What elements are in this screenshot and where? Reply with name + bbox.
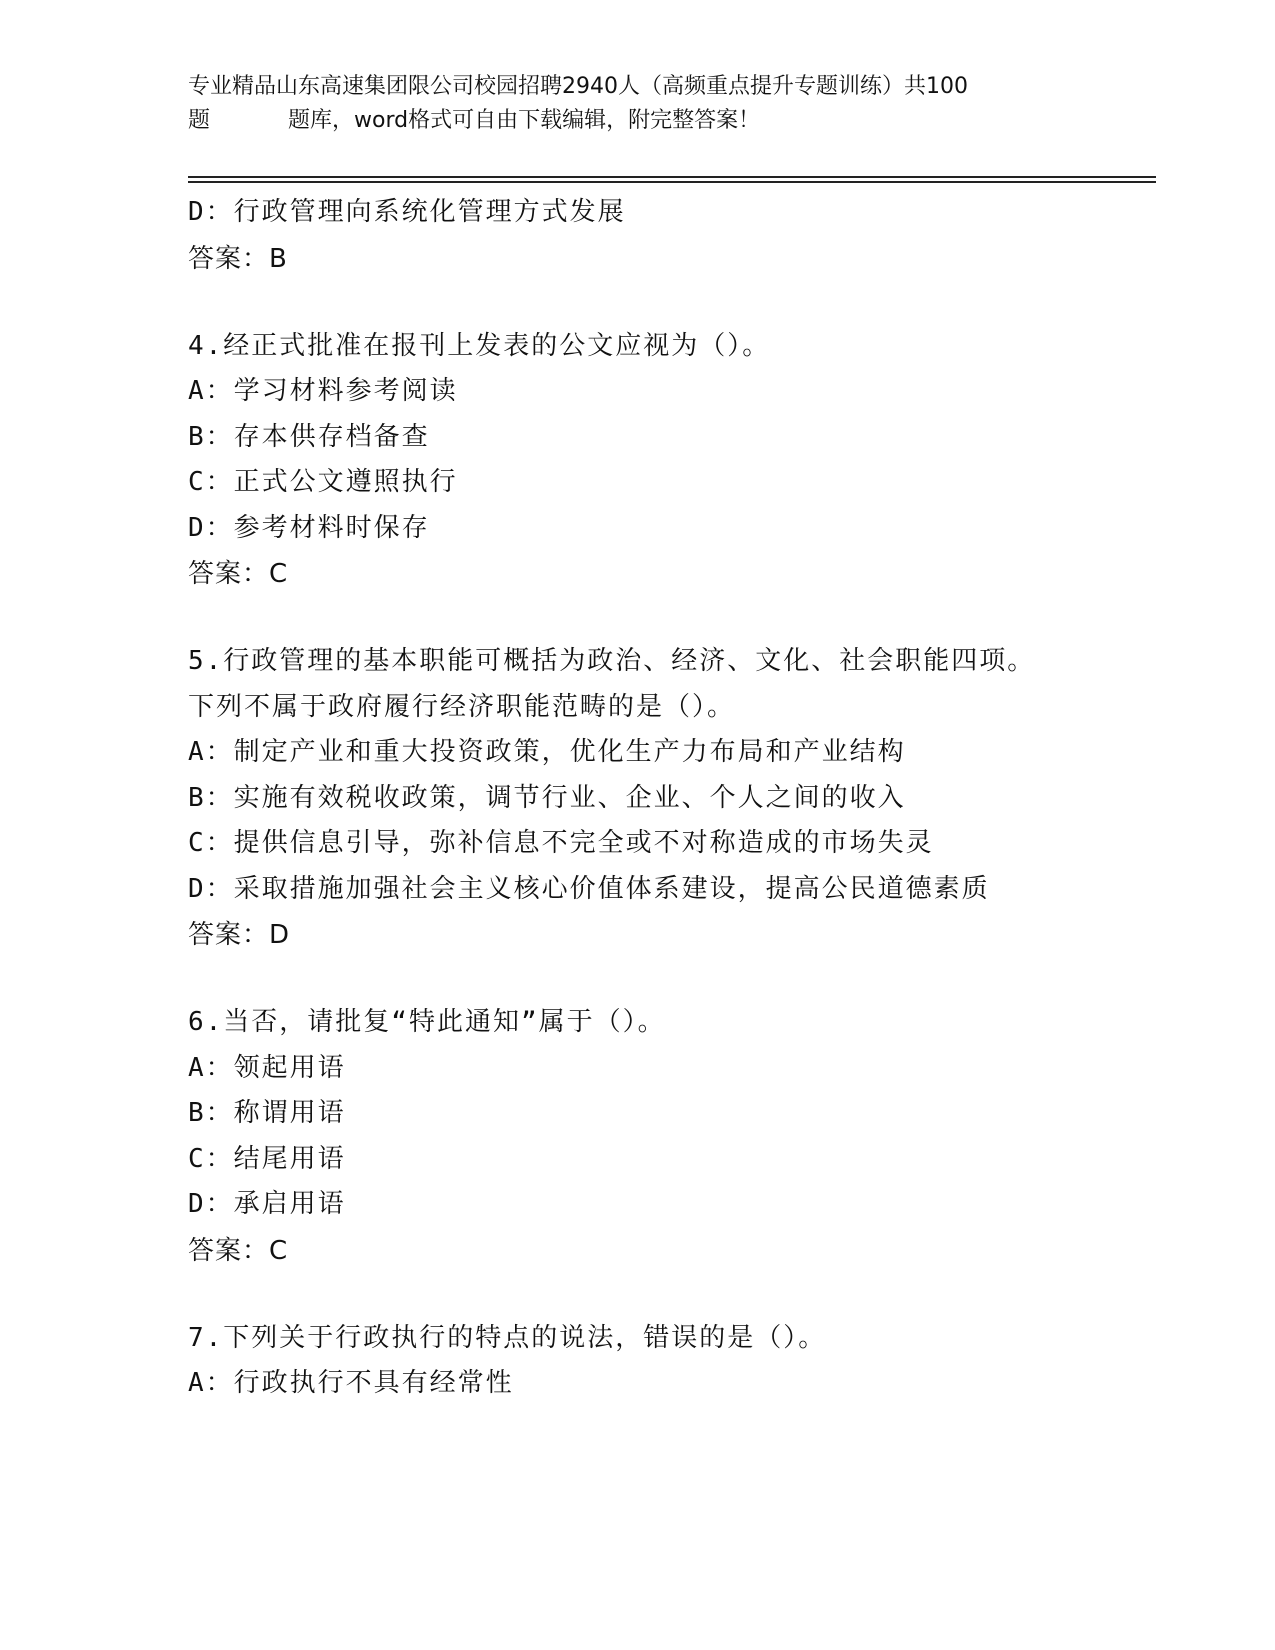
block-gap <box>188 958 1168 1000</box>
question-block <box>188 190 1168 282</box>
header-title-line-1: 专业精品山东高速集团限公司校园招聘2940人（高频重点提升专题训练）共100 <box>188 74 968 99</box>
option-line: A：行政执行不具有经常性 <box>188 1368 514 1398</box>
question-block <box>188 639 1168 958</box>
option-line: D：采取措施加强社会主义核心价值体系建设，提高公民道德素质 <box>188 873 990 904</box>
header-title-line-2 <box>188 104 1088 138</box>
option-line: C：提供信息引导，弥补信息不完全或不对称造成的市场失灵 <box>188 828 934 858</box>
option-line: C：结尾用语 <box>188 1143 346 1174</box>
option-line: A：领起用语 <box>188 1052 346 1083</box>
answer-line: 答案：D <box>188 920 291 950</box>
question-stem: 6.当否，请批复“特此通知”属于（）。 <box>188 1007 666 1037</box>
document-header <box>188 70 1088 138</box>
question-block <box>188 324 1168 598</box>
option-line: D：行政管理向系统化管理方式发展 <box>188 197 626 227</box>
block-gap <box>188 597 1168 639</box>
question-block <box>188 1316 1168 1407</box>
question-stem: 7.下列关于行政执行的特点的说法，错误的是（）。 <box>188 1322 827 1353</box>
header-divider-line-top <box>188 176 1156 178</box>
option-line: D：参考材料时保存 <box>188 512 430 543</box>
question-stem: 4.经正式批准在报刊上发表的公文应视为（）。 <box>188 330 771 361</box>
answer-line: 答案：C <box>188 559 289 589</box>
header-title-line-2-left: 题 <box>188 108 211 133</box>
option-line: D：承启用语 <box>188 1189 346 1219</box>
question-stem: 5.行政管理的基本职能可概括为政治、经济、文化、社会职能四项。 <box>188 646 1036 676</box>
question-block <box>188 1000 1168 1274</box>
option-line: B：称谓用语 <box>188 1098 346 1128</box>
option-line: A：学习材料参考阅读 <box>188 376 458 406</box>
question-content <box>188 190 1168 1407</box>
option-line: B：存本供存档备查 <box>188 421 430 452</box>
header-divider <box>188 176 1156 183</box>
block-gap <box>188 1274 1168 1316</box>
option-line: A：制定产业和重大投资政策，优化生产力布局和产业结构 <box>188 737 906 767</box>
answer-line: 答案：B <box>188 243 288 274</box>
option-line: B：实施有效税收政策，调节行业、企业、个人之间的收入 <box>188 782 906 813</box>
header-title-line-2-right: 题库，word格式可自由下载编辑，附完整答案！ <box>288 108 761 133</box>
block-gap <box>188 282 1168 324</box>
header-divider-line-bottom <box>188 181 1156 183</box>
answer-line: 答案：C <box>188 1235 289 1266</box>
option-line: C：正式公文遵照执行 <box>188 467 458 497</box>
question-stem: 下列不属于政府履行经济职能范畴的是（）。 <box>188 691 736 722</box>
